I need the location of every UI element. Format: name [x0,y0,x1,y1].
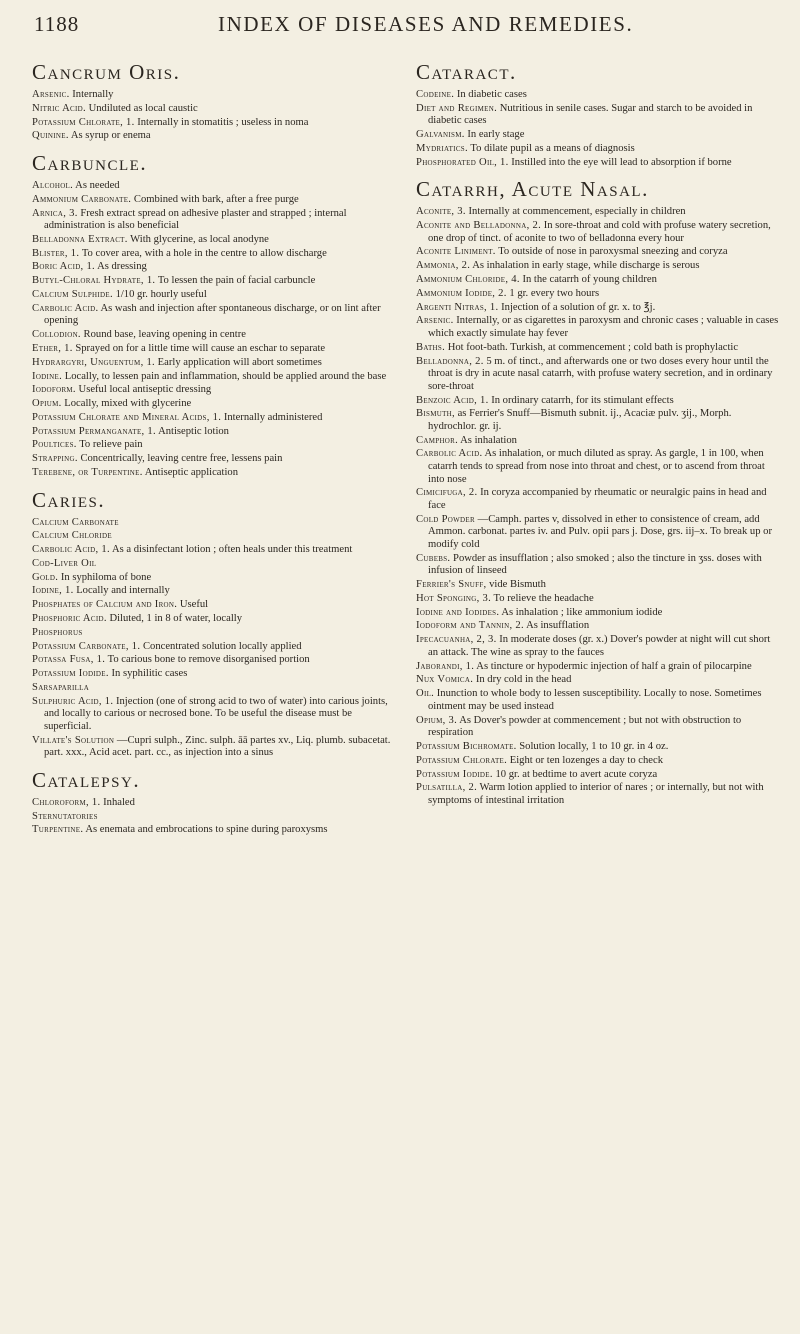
remedy-description: Powder as insufflation ; also smoked ; also the tincture in ʒss. doses with infusion of linseed [428,552,762,577]
remedy-description: As inhalation [460,434,517,446]
remedy-description: To lessen the pain of facial carbuncle [157,275,316,287]
remedy-description: To cover area, with a hole in the centre to allow discharge [81,247,327,259]
remedy-description: To relieve the headache [493,592,594,604]
remedy-name: Blister, 1. [32,247,80,259]
index-entry [32,234,398,247]
remedy-description: Internally in stomatitis ; useless in noma [137,116,309,128]
remedy-name: Sternutatories [32,810,98,822]
remedy-description: As wash and injection after spontaneous discharge, or on lint after opening [44,302,381,327]
remedy-description: Internally [72,89,114,100]
remedy-description: In sore-throat and cold with profuse watery secretion, one drop of tinct. of aconite to two of belladonna every hour [428,220,771,244]
index-entry [416,103,782,128]
index-entry [32,627,398,640]
remedy-description: Combined with bark, after a free purge [133,193,299,205]
index-entry [32,329,398,342]
index-entry [32,208,398,233]
section-title: Caries. [32,487,106,512]
index-entry [32,357,398,370]
remedy-description: Warm lotion applied to interior of nares ; or internally, but not with symptoms of intestinal irritation [428,782,764,806]
remedy-name: Quinine. [32,130,69,142]
remedy-name: Arsenic. [32,89,70,100]
page-header [0,0,800,40]
remedy-name: Arsenic. [416,315,454,327]
index-entry [32,343,398,356]
section-cataract [416,60,782,169]
remedy-description: Antiseptic application [144,466,238,478]
remedy-name: Argenti Nitras, 1. [416,301,499,313]
remedy-description: In ordinary catarrh, for its stimulant effects [491,394,674,406]
index-entry [416,448,782,486]
remedy-name: Sulphuric Acid, 1. [32,695,114,707]
remedy-description: Inhaled [103,796,135,808]
index-entry [32,371,398,384]
remedy-description: Solution locally, 1 to 10 gr. in 4 oz. [519,740,669,752]
index-entry [32,117,398,130]
remedy-description: As tincture or hypodermic injection of half a grain of pilocarpine [476,660,752,672]
remedy-name: Potassium Permanganate, 1. [32,425,156,437]
index-entry [416,661,782,674]
index-entry [32,194,398,207]
remedy-name: Potassium Chlorate, 1. [32,116,135,128]
section-caries [32,488,398,760]
index-entry [416,674,782,687]
remedy-name: Gold. [32,571,59,583]
remedy-name: Terebene, or Turpentine. [32,466,143,478]
index-entry [416,435,782,448]
index-entry [416,342,782,355]
remedy-name: Potassium Carbonate, 1. [32,640,141,652]
index-entry [416,741,782,754]
section-title: Catalepsy. [32,767,141,792]
remedy-name: Potassium Bichromate. [416,740,517,752]
index-entry [32,585,398,598]
section-cancrum-oris [32,60,398,143]
index-entry [416,356,782,394]
remedy-name: Opium. [32,398,62,410]
remedy-description: Useful [179,599,209,611]
index-entry [32,130,398,143]
remedy-description: To relieve pain [79,439,143,451]
remedy-name: Carbolic Acid. [32,302,99,314]
remedy-description: As inhalation ; like ammonium iodide [501,606,663,618]
remedy-description: Locally and internally [76,585,170,597]
index-entry [416,688,782,713]
remedy-name: Alcohol. [32,179,74,191]
remedy-description: In the catarrh of young children [522,274,657,286]
remedy-description: In syphiloma of bone [60,571,152,583]
index-entry [32,453,398,466]
remedy-description: Internally administered [223,411,323,423]
index-entry [416,260,782,273]
remedy-description: Diluted, 1 in 8 of water, locally [109,613,243,625]
section-title: Catarrh, Acute Nasal. [416,177,649,202]
index-entry [416,206,782,219]
remedy-description: As Dover's powder at commencement ; but not with obstruction to respiration [428,714,742,739]
index-entry [416,408,782,433]
remedy-name: Aconite, 3. [416,206,466,218]
remedy-description: 1/10 gr. hourly useful [115,289,207,300]
remedy-name: Ferrier's Snuff, [416,579,487,591]
remedy-name: Aconite Liniment. [416,246,496,258]
remedy-name: Oil. [416,688,435,700]
index-entry [416,487,782,512]
remedy-name: Boric Acid, 1. [32,261,96,273]
remedy-description: As inhalation, or much diluted as spray. As gargle, 1 in 100, when catarrh tends to spread from nose into throat and chest, or to ascend from throat into nose [428,448,765,485]
remedy-name: Phosphoric Acid. [32,613,107,625]
remedy-description: As inhalation in early stage, while discharge is serous [472,260,700,272]
index-entry [416,607,782,620]
remedy-description: vide Bismuth [489,579,546,591]
index-entry [416,593,782,606]
section-catarrh-acute-nasal [416,177,782,807]
remedy-name: Collodion. [32,329,81,341]
index-entry [416,553,782,578]
remedy-name: Turpentine. [32,824,84,836]
index-entry [32,811,398,824]
index-entry [32,103,398,116]
remedy-name: Butyl-Chloral Hydrate, 1. [32,275,156,287]
remedy-name: Cold Powder [416,513,475,525]
remedy-name: Jaborandi, 1. [416,660,475,672]
section-title: Cancrum Oris. [32,60,181,84]
page-number: 1188 [34,12,80,36]
index-entry [416,89,782,102]
index-entry [416,302,782,315]
remedy-description: In early stage [467,129,525,141]
remedy-description: 1 gr. every two hours [509,287,600,299]
remedy-name: Villate's Solution [32,734,115,746]
index-entry [32,682,398,695]
index-entry [32,426,398,439]
remedy-description: Nutritious in senile cases. Sugar and starch to be avoided in diabetic cases [428,102,753,127]
remedy-description: 5 m. of tinct., and afterwards one or two doses every hour until the throat is dry in acute nasal catarrh, with profuse watery secretion, and in ordinary sore-throat [428,355,773,392]
remedy-name: Hot Sponging, 3. [416,592,492,604]
index-entry [32,275,398,288]
index-entry [32,668,398,681]
remedy-name: Opium, 3. [416,714,458,726]
remedy-name: Potassium Chlorate and Mineral Acids, 1. [32,411,222,423]
remedy-description: In syphilitic cases [111,668,188,680]
remedy-description: Concentrated solution locally applied [142,640,302,652]
remedy-description: as Ferrier's Snuff—Bismuth subnit. ij., Acaciæ pulv. ʒij., Morph. hydrochlor. gr. ij. [428,408,732,432]
remedy-name: Sarsaparilla [32,681,90,693]
remedy-name: Cimicifuga, 2. [416,487,478,499]
remedy-description: Antiseptic lotion [158,425,229,437]
remedy-name: Hydrargyri, Unguentum, 1. [32,356,156,368]
remedy-description: Fresh extract spread on adhesive plaster and strapped ; internal administration is also beneficial [44,207,347,232]
index-entry [32,467,398,480]
index-entry [416,288,782,301]
index-entry [416,157,782,170]
remedy-description: Locally, to lessen pain and inflammation, should be applied around the base [64,370,387,382]
remedy-name: Potassa Fusa, 1. [32,654,106,666]
remedy-description: Injection (one of strong acid to two of water) into carious joints, and locally to carious or necrosed bone. To be useful the disease must be superficial. [44,695,388,732]
remedy-name: Cubebs. [416,552,451,564]
remedy-description: Instilled into the eye will lead to absorption if borne [511,156,732,168]
index-entry [32,384,398,397]
remedy-description: Inunction to whole body to lessen susceptibility. Locally to nose. Sometimes ointment may be used instead [428,688,762,712]
index-entry [416,246,782,259]
remedy-name: Ipecacuanha, 2, 3. [416,634,497,646]
index-entry [416,634,782,659]
index-entry [416,579,782,592]
remedy-name: Iodine. [32,370,63,382]
remedy-name: Phosphorated Oil, 1. [416,156,509,168]
remedy-name: Carbolic Acid. [416,448,483,460]
remedy-name: Baths. [416,341,446,353]
remedy-name: Ammonium Chloride, 4. [416,274,520,286]
remedy-description: As dressing [97,261,147,273]
remedy-description: Undiluted as local caustic [88,102,198,114]
left-column [32,60,398,845]
page-title: INDEX OF DISEASES AND REMEDIES. [218,12,634,36]
index-entry [32,696,398,734]
remedy-name: Potassium Iodide. [416,768,493,780]
remedy-name: Benzoic Acid, 1. [416,394,489,406]
index-entry [32,248,398,261]
remedy-description: In coryza accompanied by rheumatic or neuralgic pains in head and face [428,487,767,511]
remedy-description: Locally, mixed with glycerine [64,398,192,410]
remedy-description: Round base, leaving opening in centre [83,329,246,341]
remedy-name: Camphor. [416,434,459,446]
remedy-name: Codeine. [416,89,455,100]
index-entry [32,289,398,302]
index-entry [32,544,398,557]
index-entry [32,654,398,667]
remedy-description: In moderate doses (gr. x.) Dover's powder at night will cut short an attack. The wine as spray to the fauces [428,634,771,658]
right-column [416,60,782,815]
remedy-name: Belladonna, 2. [416,355,484,367]
remedy-name: Arnica, 3. [32,207,78,219]
remedy-name: Diet and Regimen. [416,102,498,114]
section-carbuncle [32,151,398,480]
remedy-name: Iodoform. [32,384,76,396]
remedy-description: Concentrically, leaving centre free, lessens pain [80,453,283,465]
remedy-name: Calcium Carbonate [32,516,119,528]
remedy-description: Useful local antiseptic dressing [78,384,212,396]
remedy-description: With glycerine, as local anodyne [130,233,269,245]
index-entry [32,558,398,571]
remedy-name: Galvanism. [416,129,465,141]
remedy-name: Iodine and Iodides. [416,606,500,618]
remedy-name: Mydriatics. [416,142,468,154]
index-entry [416,143,782,156]
index-entry [32,599,398,612]
remedy-description: In dry cold in the head [475,674,572,686]
remedy-name: Phosphorus [32,626,83,638]
remedy-name: Phosphates of Calcium and Iron. [32,599,178,611]
remedy-description: Internally, or as cigarettes in paroxysm and chronic cases ; valuable in cases which exactly simulate hay fever [428,315,779,339]
index-entry [32,412,398,425]
index-entry [416,514,782,552]
remedy-name: Ammonia, 2. [416,260,471,272]
remedy-name: Carbolic Acid, 1. [32,544,110,556]
index-entry [416,129,782,142]
remedy-name: Calcium Sulphide. [32,289,113,300]
remedy-description: Early application will abort sometimes [157,356,322,368]
remedy-description: Injection of a solution of gr. x. to ℥j. [501,301,656,313]
remedy-name: Bismuth, [416,408,455,420]
index-entry [32,261,398,274]
index-entry [416,755,782,768]
remedy-name: Calcium Chloride [32,530,112,542]
remedy-description: Internally at commencement, especially in children [468,206,686,218]
remedy-name: Aconite and Belladonna, 2. [416,220,542,232]
remedy-description: To carious bone to remove disorganised portion [107,654,310,666]
index-entry [32,735,398,760]
remedy-description: To outside of nose in paroxysmal sneezing and coryza [498,246,728,258]
section-title: Cataract. [416,60,517,84]
index-entry [32,824,398,837]
index-entry [32,641,398,654]
index-entry [32,398,398,411]
index-entry [32,180,398,193]
remedy-name: Ether, 1. [32,342,73,354]
index-entry [32,303,398,328]
index-entry [32,517,398,530]
index-entry [32,613,398,626]
remedy-description: Eight or ten lozenges a day to check [509,754,663,766]
remedy-description: As a disinfectant lotion ; often heals under this treatment [111,544,353,556]
remedy-name: Iodoform and Tannin, 2. [416,620,524,632]
remedy-name: Ammonium Carbonate. [32,193,132,205]
remedy-name: Nitric Acid. [32,102,86,114]
remedy-name: Poultices. [32,439,77,451]
remedy-name: Ammonium Iodide, 2. [416,287,507,299]
index-entry [32,797,398,810]
index-entry [416,315,782,340]
remedy-description: —Camph. partes v, dissolved in ether to consistence of cream, add Ammon. carbonat. partes iv. and Pulv. opii pars j. Dose, grs. iij–x. To break up or modify cold [428,513,772,550]
remedy-description: As insufflation [526,620,590,632]
remedy-name: Strapping. [32,453,78,465]
section-catalepsy [32,768,398,837]
remedy-description: In diabetic cases [456,89,527,100]
remedy-description: 10 gr. at bedtime to avert acute coryza [495,768,658,780]
remedy-name: Potassium Chlorate. [416,754,508,766]
index-entry [416,220,782,245]
remedy-name: Nux Vomica. [416,674,474,686]
remedy-description: To dilate pupil as a means of diagnosis [470,142,635,154]
index-entry [416,274,782,287]
index-entry [416,782,782,807]
index-entry [32,89,398,102]
remedy-name: Iodine, 1. [32,585,74,597]
index-entry [32,572,398,585]
remedy-name: Pulsatilla, 2. [416,782,478,794]
remedy-description: As enemata and embrocations to spine during paroxysms [85,824,328,836]
remedy-description: As syrup or enema [70,130,151,142]
remedy-description: Sprayed on for a little time will cause an eschar to separate [75,342,326,354]
remedy-description: —Cupri sulph., Zinc. sulph. āā partes xv., Liq. plumb. subacetat. part. xxx., Acid acet. part. cc., as injection into a sinus [44,734,391,759]
index-entry [32,530,398,543]
index-entry [416,395,782,408]
remedy-name: Potassium Iodide. [32,668,109,680]
section-title: Carbuncle. [32,150,148,175]
remedy-name: Cod-Liver Oil [32,557,97,569]
remedy-name: Belladonna Extract. [32,233,128,245]
remedy-name: Chloroform, 1. [32,796,101,808]
index-entry [416,715,782,740]
index-entry [32,439,398,452]
index-entry [416,620,782,633]
remedy-description: As needed [75,179,120,191]
remedy-description: Hot foot-bath. Turkish, at commencement ; cold bath is prophylactic [447,341,739,353]
index-entry [416,769,782,782]
